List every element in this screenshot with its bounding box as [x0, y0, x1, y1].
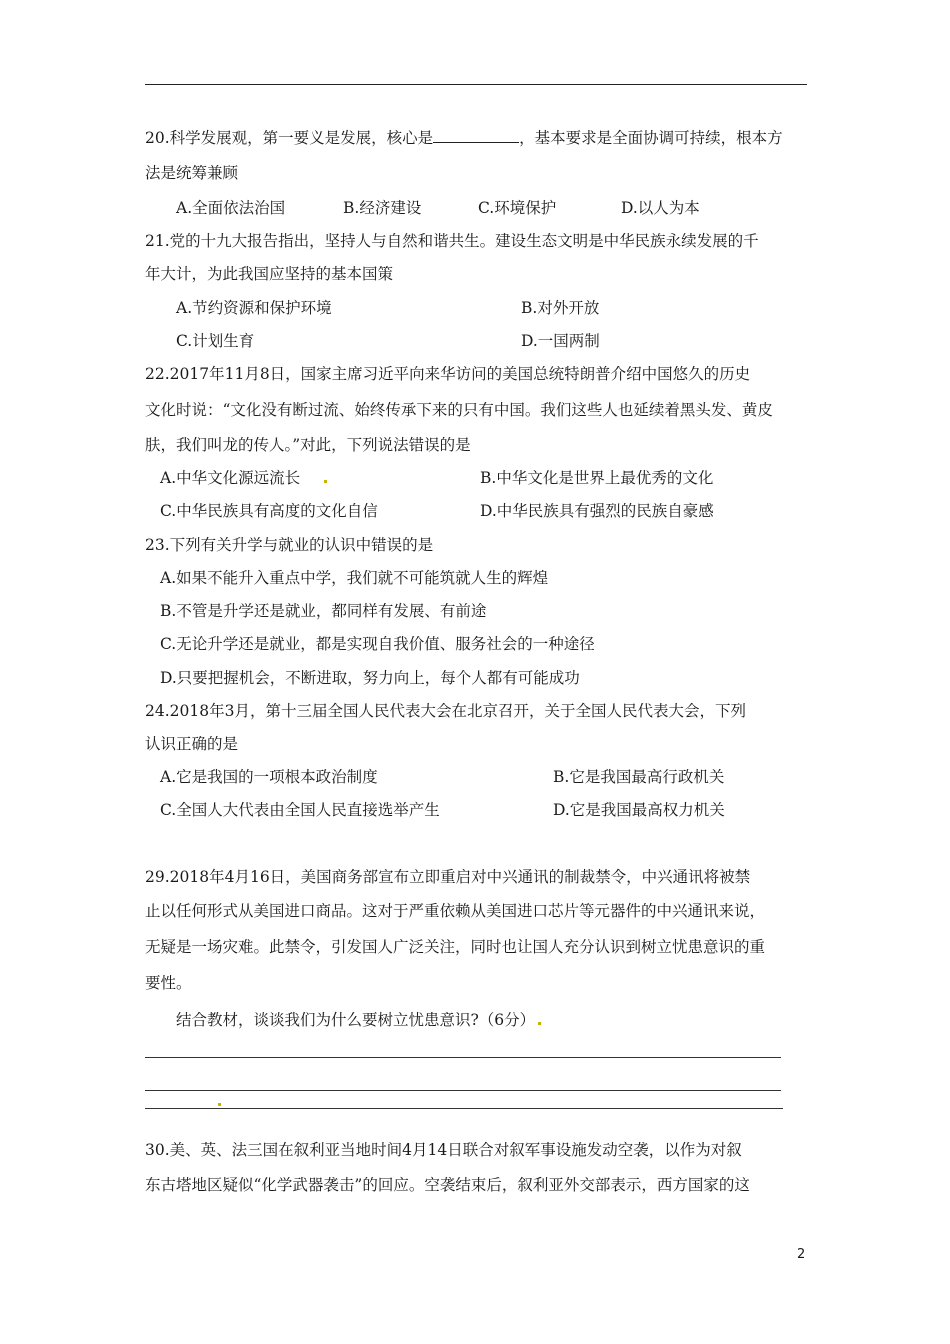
q23-option-a: A.如果不能升入重点中学，我们就不可能筑就人生的辉煌 [160, 569, 549, 587]
q20-option-d: D.以人为本 [621, 199, 700, 217]
q30-line2: 东古塔地区疑似“化学武器袭击”的回应。空袭结束后，叙利亚外交部表示，西方国家的这 [145, 1176, 750, 1194]
q29-line3: 无疑是一场灾难。此禁令，引发国人广泛关注，同时也让国人充分认识到树立忧患意识的重 [145, 938, 766, 956]
q24-option-d: D.它是我国最高权力机关 [553, 801, 725, 819]
q24-option-a: A.它是我国的一项根本政治制度 [160, 768, 378, 786]
q29-line4: 要性。 [145, 974, 192, 992]
scan-mark [324, 480, 327, 483]
q23-option-d: D.只要把握机会，不断进取，努力向上，每个人都有可能成功 [160, 669, 580, 687]
scan-mark [538, 1022, 541, 1025]
q20-option-b: B.经济建设 [343, 199, 422, 217]
q21-option-a: A.节约资源和保护环境 [176, 299, 332, 317]
q29-line1: 29.2018年4月16日，美国商务部宣布立即重启对中兴通讯的制裁禁令，中兴通讯将被禁 [145, 868, 751, 886]
q21-option-b: B.对外开放 [521, 299, 600, 317]
q21-option-c: C.计划生育 [176, 332, 255, 350]
q22-option-c: C.中华民族具有高度的文化自信 [160, 502, 378, 520]
q21-option-d: D.一国两制 [521, 332, 600, 350]
q22-option-b: B.中华文化是世界上最优秀的文化 [480, 469, 714, 487]
q20-blank [433, 128, 519, 143]
q23-option-b: B.不管是升学还是就业，都同样有发展、有前途 [160, 602, 487, 620]
page-number: 2 [797, 1247, 806, 1262]
answer-line-3[interactable] [145, 1108, 783, 1109]
q24-line2: 认识正确的是 [145, 735, 239, 753]
q21-line2: 年大计，为此我国应坚持的基本国策 [145, 265, 394, 283]
q20-option-a: A.全面依法治国 [176, 199, 286, 217]
answer-line-2[interactable] [145, 1090, 781, 1091]
q23-option-c: C.无论升学还是就业，都是实现自我价值、服务社会的一种途径 [160, 635, 595, 653]
q22-line3: 肤，我们叫龙的传人。”对此，下列说法错误的是 [145, 436, 471, 454]
q20-line1: 20.科学发展观，第一要义是发展，核心是 ，基本要求是全面协调可持续，根本方 [145, 129, 783, 147]
q23-line1: 23.下列有关升学与就业的认识中错误的是 [145, 536, 434, 554]
q24-option-b: B.它是我国最高行政机关 [553, 768, 725, 786]
q22-option-d: D.中华民族具有强烈的民族自豪感 [480, 502, 714, 520]
q20-option-c: C.环境保护 [478, 199, 557, 217]
q30-line1: 30.美、英、法三国在叙利亚当地时间4月14日联合对叙军事设施发动空袭，以作为对叙 [145, 1141, 742, 1159]
q24-line1: 24.2018年3月，第十三届全国人民代表大会在北京召开，关于全国人民代表大会，下列 [145, 702, 746, 720]
q22-option-a: A.中华文化源远流长 [160, 468, 327, 488]
header-rule [145, 84, 807, 85]
scan-mark [218, 1103, 221, 1106]
q20-line2: 法是统筹兼顾 [145, 164, 239, 182]
q22-line1: 22.2017年11月8日，国家主席习近平向来华访问的美国总统特朗普介绍中国悠久的历史 [145, 365, 751, 383]
q29-line2: 止以任何形式从美国进口商品。这对于严重依赖从美国进口芯片等元器件的中兴通讯来说， [145, 902, 766, 920]
q22-line2: 文化时说：“文化没有断过流、始终传承下来的只有中国。我们这些人也延续着黑头发、黄皮 [145, 401, 773, 419]
q24-option-c: C.全国人大代表由全国人民直接选举产生 [160, 801, 440, 819]
q29-prompt: 结合教材，谈谈我们为什么要树立忧患意识?（6分） [176, 1010, 541, 1030]
q21-line1: 21.党的十九大报告指出，坚持人与自然和谐共生。建设生态文明是中华民族永续发展的千 [145, 232, 759, 250]
answer-line-1[interactable] [145, 1057, 781, 1058]
